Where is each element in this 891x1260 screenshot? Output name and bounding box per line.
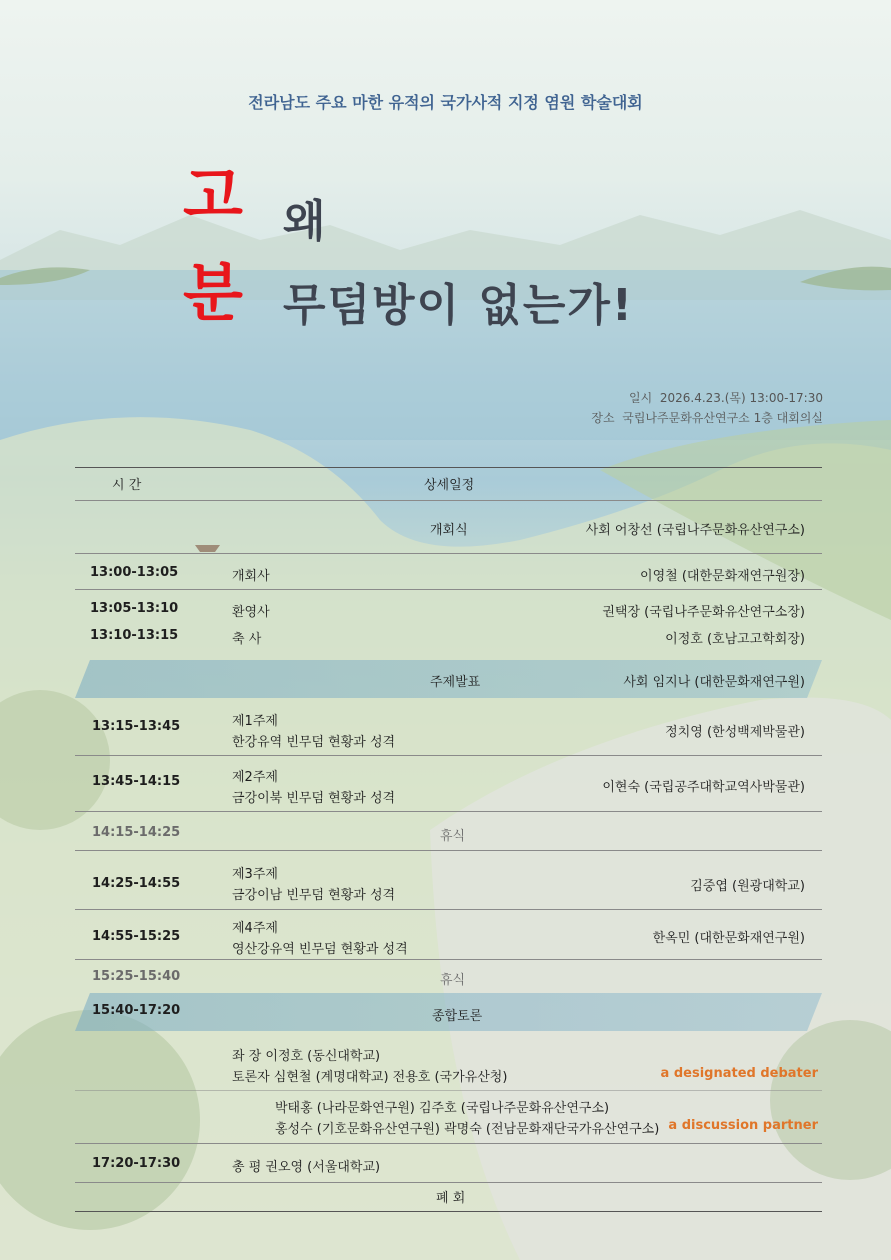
row-rule [75, 1090, 822, 1091]
row-rule [75, 1143, 822, 1144]
presentation-host: 사회 임지나 (대한문화재연구원) [623, 675, 805, 690]
opening-host: 사회 어창선 (국립나주문화유산연구소) [585, 523, 805, 538]
discussion-partners-2: 홍성수 (기호문화유산연구원) 곽명숙 (전남문화재단국가유산연구소) [275, 1122, 660, 1137]
topic-time: 13:45-14:15 [92, 774, 181, 789]
headline-line-1: 왜 [283, 196, 328, 247]
place-value: 국립나주문화유산연구소 1층 대회의실 [622, 411, 823, 425]
event-subtitle: 전라남도 주요 마한 유적의 국가사적 지정 염원 학술대회 [248, 93, 643, 112]
break-label: 휴식 [440, 829, 466, 844]
event-date [629, 389, 823, 406]
table-header-rule [75, 500, 822, 501]
opening-label: 개회식 [430, 523, 468, 538]
review-time: 17:20-17:30 [92, 1156, 181, 1171]
break-time: 14:15-14:25 [92, 825, 181, 840]
break-label: 휴식 [440, 973, 466, 988]
headline-char-go: 고 [183, 159, 243, 232]
topic-title: 영산강유역 빈무덤 현황과 성격 [232, 942, 408, 957]
row-title-congrats: 축 사 [232, 632, 262, 647]
row-rule [75, 589, 822, 590]
topic-presenter: 한옥민 (대한문화재연구원) [652, 931, 805, 946]
topic-title: 금강이북 빈무덤 현황과 성격 [232, 791, 396, 806]
discussion-partners-1: 박태홍 (나라문화연구원) 김주호 (국립나주문화유산연구소) [275, 1101, 610, 1116]
row-rule [75, 553, 822, 554]
row-rule [75, 850, 822, 851]
event-place [591, 409, 823, 426]
partner-tag: a discussion partner [668, 1118, 818, 1133]
topic-number: 제3주제 [232, 867, 278, 882]
topic-number: 제2주제 [232, 770, 278, 785]
row-time-congrats: 13:10-13:15 [90, 628, 179, 643]
discussion-time: 15:40-17:20 [92, 1003, 181, 1018]
discussion-label: 종합토론 [432, 1009, 483, 1024]
date-value: 2026.4.23.(목) 13:00-17:30 [659, 391, 823, 405]
debater-tag: a designated debater [660, 1066, 818, 1081]
place-label: 장소 [591, 411, 615, 425]
row-person-congrats: 이정호 (호남고고학회장) [665, 632, 805, 647]
row-rule [75, 811, 822, 812]
topic-presenter: 이현숙 (국립공주대학교역사박물관) [602, 780, 805, 795]
row-title-opening-speech: 개회사 [232, 569, 270, 584]
headline-char-bun: 분 [183, 256, 243, 329]
topic-number: 제4주제 [232, 921, 278, 936]
header-time: 시 간 [112, 478, 142, 493]
row-rule [75, 909, 822, 910]
row-rule [75, 755, 822, 756]
table-top-rule [75, 467, 822, 468]
discussion-chair: 좌 장 이정호 (동신대학교) [232, 1049, 381, 1064]
topic-title: 한강유역 빈무덤 현황과 성격 [232, 735, 396, 750]
headline-line-2: 무덤방이 없는가! [283, 280, 634, 331]
table-bottom-rule [75, 1211, 822, 1212]
row-person-welcome: 권택장 (국립나주문화유산연구소장) [602, 605, 805, 620]
date-label: 일시 [629, 391, 653, 405]
row-time-opening-speech: 13:00-13:05 [90, 565, 179, 580]
presentation-label: 주제발표 [430, 675, 481, 690]
topic-presenter: 김중엽 (원광대학교) [690, 879, 805, 894]
review-text: 총 평 권오영 (서울대학교) [232, 1160, 381, 1175]
topic-time: 14:55-15:25 [92, 929, 181, 944]
topic-title: 금강이남 빈무덤 현황과 성격 [232, 888, 396, 903]
row-time-welcome: 13:05-13:10 [90, 601, 179, 616]
header-detail: 상세일정 [424, 478, 475, 493]
closing-label: 폐 회 [436, 1191, 466, 1206]
topic-number: 제1주제 [232, 714, 278, 729]
topic-time: 13:15-13:45 [92, 719, 181, 734]
break-time: 15:25-15:40 [92, 969, 181, 984]
discussion-debaters: 토론자 심현철 (계명대학교) 전용호 (국가유산청) [232, 1070, 508, 1085]
row-title-welcome: 환영사 [232, 605, 270, 620]
row-rule [75, 1182, 822, 1183]
topic-presenter: 정치영 (한성백제박물관) [665, 725, 805, 740]
row-rule [75, 959, 822, 960]
topic-time: 14:25-14:55 [92, 876, 181, 891]
row-person-opening-speech: 이영철 (대한문화재연구원장) [640, 569, 805, 584]
